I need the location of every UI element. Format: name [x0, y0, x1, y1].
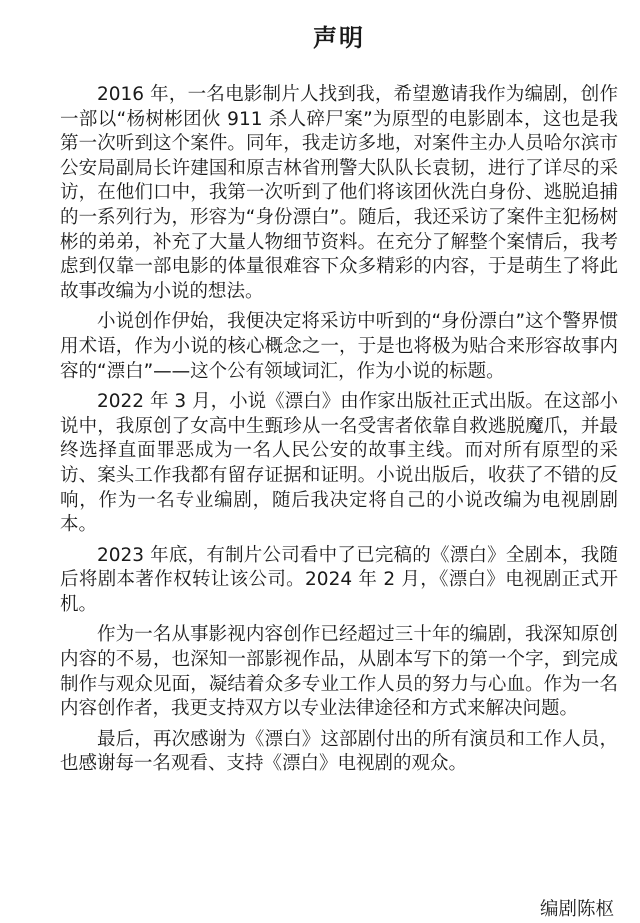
paragraph-tv-adaptation: 2023 年底，有制片公司看中了已完稿的《漂白》全剧本，我随后将剧本著作权转让该公司。2024 年 2 月，《漂白》电视剧正式开机。 — [60, 544, 618, 615]
document-title: 声明 — [313, 24, 365, 52]
paragraph-creator-stance: 作为一名从事影视内容创作已经超过三十年的编剧，我深知原创内容的不易，也深知一部影视作品，从剧本写下的第一个字，到完成制作与观众见面，凝结着众多专业工作人员的努力与心血。作为一名内容创作者，我更支持双方以专业法律途径和方式来解决问题。 — [60, 624, 618, 720]
author-signature: 编剧陈枢 — [539, 899, 614, 920]
paragraph-title-choice: 小说创作伊始，我便决定将采访中听到的“身份漂白”这个警界惯用术语，作为小说的核心概念之一，于是也将极为贴合来形容故事内容的“漂白”——这个公有领域词汇，作为小说的标题。 — [60, 311, 618, 382]
paragraph-origin: 2016 年，一名电影制片人找到我，希望邀请我作为编剧，创作一部以“杨树彬团伙 911 杀人碎尸案”为原型的电影剧本，这也是我第一次听到这个案件。同年，我走访多地，对案件主办人员哈尔滨市公安局副局长许建国和原吉林省刑警大队队长袁韧，进行了详尽的采访，在他们口中，我第一次听到了他们将该团伙洗白身份、逃脱追捕的一系列行为，形容为“身份漂白”。随后，我还采访了案件主犯杨树彬的弟弟，补充了大量人物细节资料。在充分了解整个案情后，我考虑到仅靠一部电影的体量很难容下众多精彩的内容，于是萌生了将此故事改编为小说的想法。 — [60, 84, 618, 302]
paragraph-novel-publication: 2022 年 3 月，小说《漂白》由作家出版社正式出版。在这部小说中，我原创了女高中生甄珍从一名受害者依靠自救逃脱魔爪，并最终选择直面罪恶成为一名人民公安的故事主线。而对所有原型的采访、案头工作我都有留存证据和证明。小说出版后，收获了不错的反响，作为一名专业编剧，随后我决定将自己的小说改编为电视剧剧本。 — [60, 391, 618, 536]
paragraph-thanks: 最后，再次感谢为《漂白》这部剧付出的所有演员和工作人员，也感谢每一名观看、支持《漂白》电视剧的观众。 — [60, 728, 618, 775]
